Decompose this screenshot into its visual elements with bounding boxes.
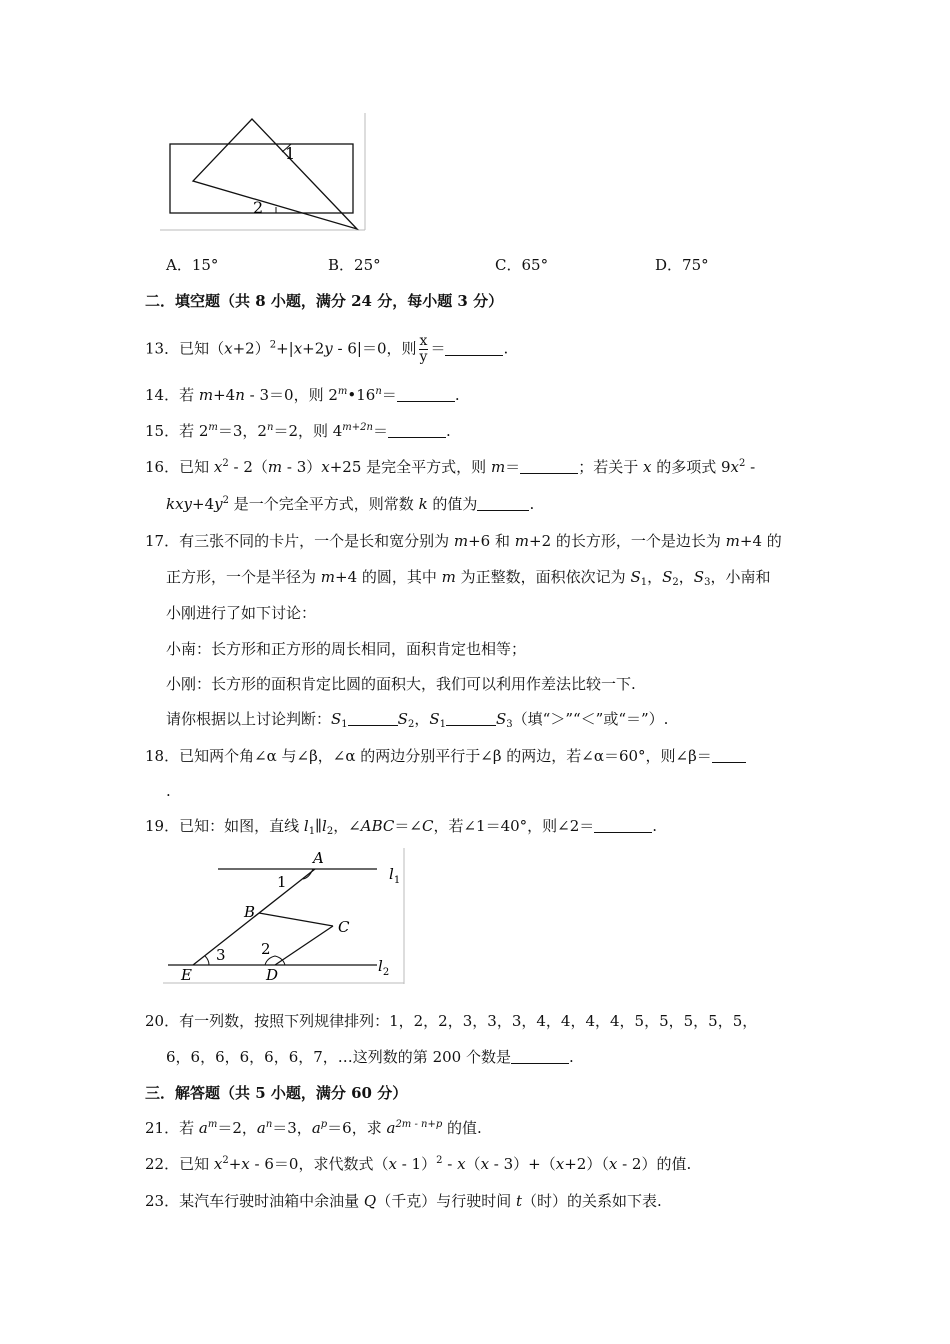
answer-blank-17b — [446, 711, 496, 726]
angle-label-2: 2 — [253, 198, 264, 217]
q19-figure — [163, 846, 408, 986]
question-17-line-6: 请你根据以上讨论判断：$S_1$ $S_2$，$S_1$ $S_3$（填“＞”“＜”或“＝”）. — [166, 710, 669, 730]
question-20-line-2: 6，6，6，6，6，6，7，…这列数的第 200 个数是 . — [166, 1048, 574, 1066]
option-b: B．25° — [328, 256, 381, 274]
option-c: C．65° — [495, 256, 549, 274]
question-17-line-2: 正方形，一个是半径为 m+4 的圆，其中 m 为正整数，面积依次记为 $S_1$，$S_2$，$S_3$，小南和 — [166, 568, 771, 588]
point-label-a: A — [313, 849, 324, 867]
line-label-l2: $l_2$ — [378, 957, 390, 978]
answer-blank-13 — [445, 341, 503, 356]
question-17-line-1: 17．有三张不同的卡片，一个是长和宽分别为 m+6 和 m+2 的长方形，一个是边长为 m+4 的 — [145, 532, 782, 550]
point-label-c: C — [338, 918, 350, 936]
angle-label-1: 1 — [285, 144, 296, 163]
segment-bc — [259, 913, 333, 926]
question-22: 22．已知 $x^2+x - 6=0$，求代数式（x - 1）$^2$ - x（x - 3）+（x+2）（x - 2）的值. — [145, 1155, 692, 1173]
question-17-line-3: 小刚进行了如下讨论： — [166, 604, 317, 622]
angle-3-arc — [205, 956, 209, 965]
question-23: 23．某汽车行驶时油箱中余油量 Q（千克）与行驶时间 t（时）的关系如下表. — [145, 1192, 662, 1210]
answer-blank-19 — [594, 818, 652, 833]
q12-figure — [160, 110, 370, 232]
line-label-l1: $l_1$ — [389, 865, 401, 886]
question-20-line-1: 20．有一列数，按照下列规律排列：1，2，2，3，3，3，4，4，4，4，5，5，5，5，5， — [145, 1012, 758, 1030]
question-16-line-1: 16．已知 $x^2 - 2(m - 3)x+25$ 是完全平方式，则 m＝ ；若关于 x 的多项式 $9x^2$ - — [145, 458, 756, 476]
question-14: 14．若 m+4n - 3＝0，则 $2^m•16^n=$ . — [145, 386, 460, 404]
angle-label-1: 1 — [277, 873, 287, 891]
question-17-line-4: 小南：长方形和正方形的周长相同，面积肯定也相等； — [166, 640, 527, 658]
answer-blank-17a — [348, 711, 398, 726]
segment-cd — [275, 926, 333, 965]
answer-blank-16b — [477, 496, 529, 511]
point-label-d: D — [266, 966, 279, 984]
answer-blank-15 — [388, 423, 446, 438]
question-15: 15．若 $2^m=3$，$2^n=2$，则 $4^{m+2n}=$ . — [145, 422, 451, 440]
answer-blank-20 — [511, 1049, 569, 1064]
fraction-x-over-y: $\frac{x}{y}$ — [419, 333, 428, 365]
point-label-b: B — [244, 903, 256, 921]
question-19: 19．已知：如图，直线 $l_1\parallel l_2$，∠ABC＝∠C，若∠1＝40°，则∠2＝ . — [145, 817, 658, 837]
option-d: D．75° — [655, 256, 709, 274]
answer-blank-18 — [712, 748, 746, 763]
option-a: A．15° — [166, 256, 219, 274]
point-label-e: E — [181, 966, 192, 984]
question-17-line-5: 小刚：长方形的面积肯定比圆的面积大，我们可以利用作差法比较一下. — [166, 675, 636, 693]
question-13: 13．已知$(x+2)^2+|x+2y - 6|=0$，则 $\frac{x}{y}$ ＝ . — [145, 333, 509, 365]
question-18: 18．已知两个角∠α 与∠β，∠α 的两边分别平行于∠β 的两边，若∠α＝60°，则∠β＝ — [145, 745, 746, 767]
section-3-title: 三．解答题（共 5 小题，满分 60 分） — [145, 1084, 408, 1102]
question-21: 21．若 $a^m=2$，$a^n=3$，$a^p=6$，求 $a^{2m - n+p}$ 的值. — [145, 1119, 482, 1137]
question-16-line-2: $kxy+4y^2$ 是一个完全平方式，则常数 k 的值为 . — [166, 495, 535, 513]
answer-blank-14 — [397, 387, 455, 402]
angle-label-2: 2 — [261, 940, 271, 958]
section-2-title: 二．填空题（共 8 小题，满分 24 分，每小题 3 分） — [145, 292, 504, 310]
angle-label-3: 3 — [216, 946, 226, 964]
answer-blank-16a — [520, 459, 578, 474]
question-18-end: . — [166, 782, 171, 800]
